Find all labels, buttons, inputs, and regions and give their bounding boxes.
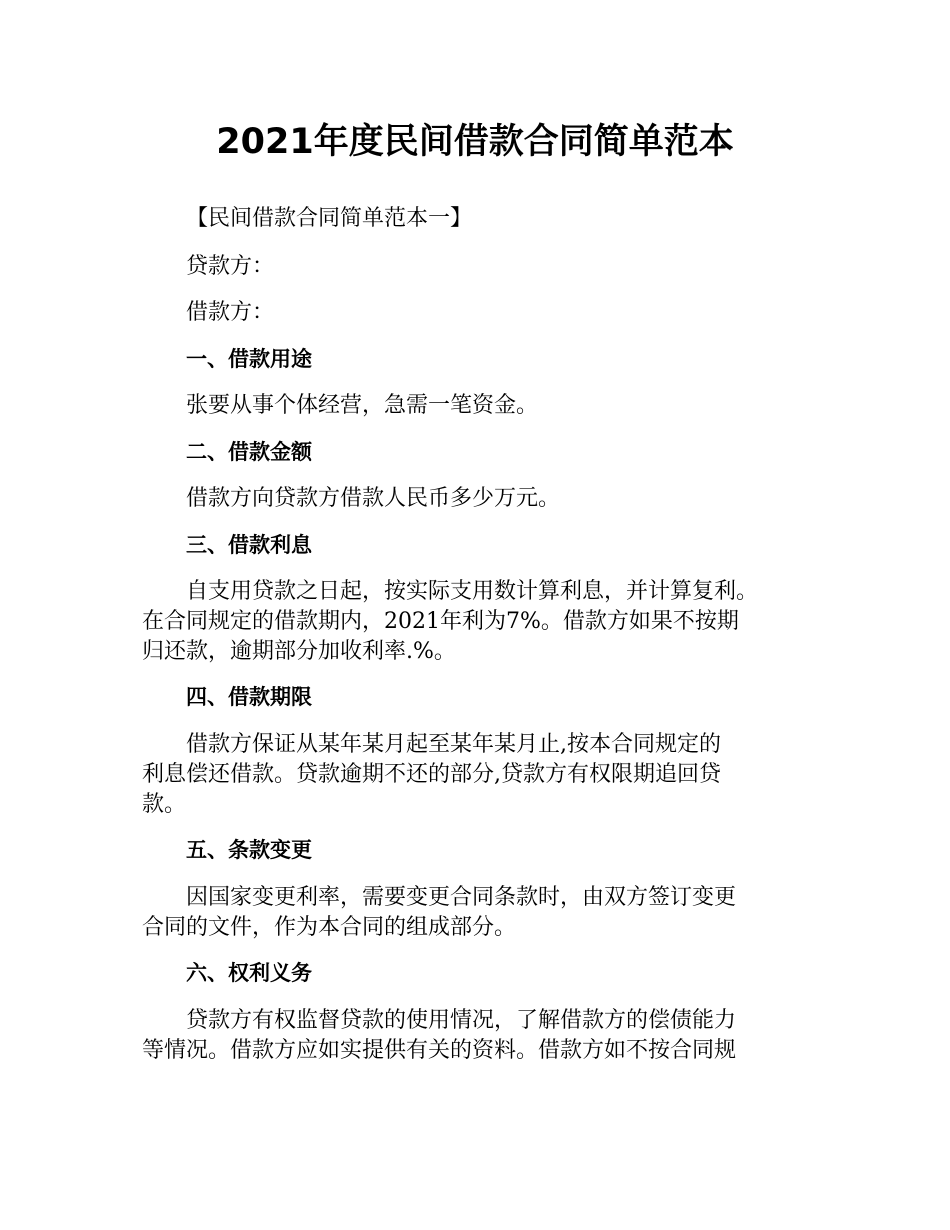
- section-intro-label: 【民间借款合同简单范本一】: [186, 206, 473, 231]
- paragraph-line: 合同的文件，作为本合同的组成部分。: [142, 915, 517, 940]
- paragraph-line: 张要从事个体经营，急需一笔资金。: [186, 393, 539, 418]
- document-title: 2021年度民间借款合同简单范本: [216, 122, 734, 162]
- heading-loan-term: 四、借款期限: [186, 685, 312, 709]
- paragraph-line: 等情况。借款方应如实提供有关的资料。借款方如不按合同规: [142, 1038, 737, 1063]
- borrower-field-label: 借款方：: [186, 300, 275, 325]
- heading-clause-change: 五、条款变更: [186, 838, 312, 862]
- paragraph-line: 借款方保证从某年某月起至某年某月止,按本合同规定的: [186, 732, 721, 757]
- paragraph-line: 借款方向贷款方借款人民币多少万元。: [186, 486, 561, 511]
- paragraph-line: 贷款方有权监督贷款的使用情况，了解借款方的偿债能力: [186, 1008, 737, 1033]
- paragraph-line: 款。: [142, 792, 187, 817]
- heading-loan-purpose: 一、借款用途: [186, 347, 312, 371]
- paragraph-line: 自支用贷款之日起，按实际支用数计算利息，并计算复利。: [186, 579, 759, 604]
- heading-rights-obligations: 六、权利义务: [186, 961, 312, 985]
- lender-field-label: 贷款方：: [186, 254, 275, 279]
- paragraph-line: 归还款，逾期部分加收利率.%。: [142, 639, 456, 664]
- heading-loan-interest: 三、借款利息: [186, 533, 312, 557]
- paragraph-line: 在合同规定的借款期内，2021年利为7%。借款方如果不按期: [142, 609, 739, 634]
- paragraph-line: 因国家变更利率，需要变更合同条款时，由双方签订变更: [186, 885, 737, 910]
- paragraph-line: 利息偿还借款。贷款逾期不还的部分,贷款方有权限期追回贷: [142, 762, 721, 787]
- heading-loan-amount: 二、借款金额: [186, 440, 312, 464]
